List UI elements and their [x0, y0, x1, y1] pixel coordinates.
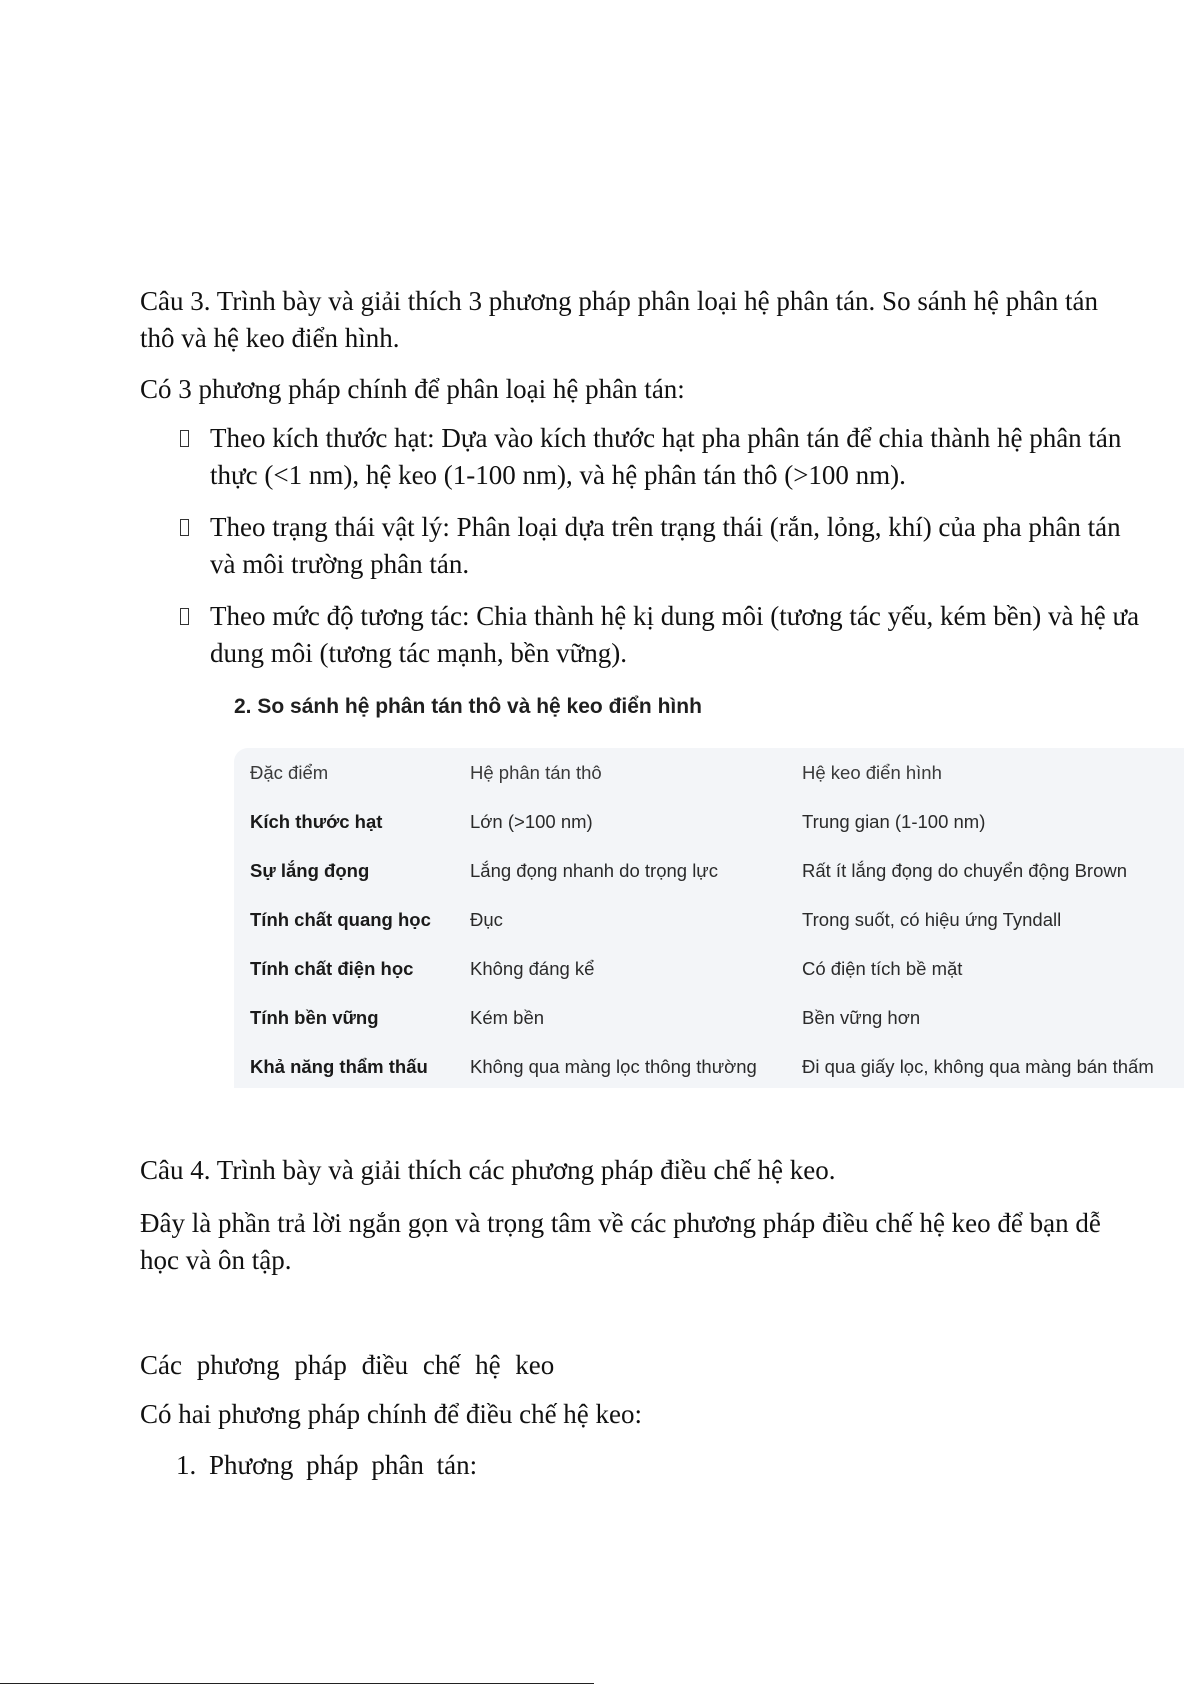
methods-title: Các phương pháp điều chế hệ keo: [140, 1350, 555, 1380]
coarse-cell: Không qua màng lọc thông thường: [470, 1055, 757, 1077]
feature-cell: Tính chất quang học: [250, 908, 431, 930]
comparison-table-container: [234, 748, 1184, 1088]
question-4-intro: Đây là phần trả lời ngắn gọn và trọng tâm về các phương pháp điều chế hệ keo để bạn dễ học và ôn tập.: [140, 1208, 1101, 1275]
feature-cell: Kích thước hạt: [250, 810, 383, 832]
colloid-cell: Trung gian (1-100 nm): [802, 810, 986, 832]
bullet-box-icon: [180, 430, 189, 447]
question-3-title: Câu 3. Trình bày và giải thích 3 phương pháp phân loại hệ phân tán. So sánh hệ phân tán thô và hệ keo điển hình.: [140, 286, 1099, 353]
list-item: [140, 509, 1140, 583]
question-4-title: Câu 4. Trình bày và giải thích các phương pháp điều chế hệ keo.: [140, 1155, 836, 1185]
coarse-cell: Không đáng kể: [470, 957, 595, 979]
coarse-cell: Kém bền: [470, 1006, 545, 1028]
feature-cell: Khả năng thẩm thấu: [250, 1055, 428, 1077]
colloid-cell: Bền vững hơn: [802, 1006, 921, 1028]
bullet-box-icon: [180, 608, 189, 625]
question-3-intro: Có 3 phương pháp chính để phân loại hệ phân tán:: [140, 374, 685, 404]
colloid-cell: Có điện tích bề mặt: [802, 957, 963, 979]
comparison-table: [234, 748, 1184, 1091]
comparison-heading: 2. So sánh hệ phân tán thô và hệ keo điển hình: [234, 695, 702, 718]
list-item: [140, 420, 1140, 494]
colloid-cell: Trong suốt, có hiệu ứng Tyndall: [802, 908, 1062, 930]
table-row: [234, 944, 1184, 993]
table-row: [234, 993, 1184, 1042]
feature-cell: Tính chất điện học: [250, 957, 414, 979]
colloid-cell: Đi qua giấy lọc, không qua màng bán thấm: [802, 1055, 1154, 1077]
coarse-cell: Đục: [470, 908, 503, 930]
table-row: [234, 1042, 1184, 1091]
table-row: [234, 895, 1184, 944]
feature-cell: Sự lắng đọng: [250, 859, 370, 881]
header-cell: Đặc điểm: [250, 761, 329, 783]
classification-list: [140, 420, 1140, 687]
methods-intro: Có hai phương pháp chính để điều chế hệ keo:: [140, 1399, 643, 1429]
coarse-cell: Lắng đọng nhanh do trọng lực: [470, 859, 718, 881]
list-item-text: Theo trạng thái vật lý: Phân loại dựa trên trạng thái (rắn, lỏng, khí) của pha phân tán và môi trường phân tán.: [210, 512, 1121, 579]
footnote-divider: [0, 1683, 594, 1684]
header-cell: Hệ keo điển hình: [802, 761, 942, 783]
table-row: [234, 846, 1184, 895]
table-row: [234, 797, 1184, 846]
list-item: [140, 598, 1140, 672]
list-item: [140, 1447, 477, 1484]
list-item-text: Phương pháp phân tán:: [209, 1450, 478, 1480]
coarse-cell: Lớn (>100 nm): [470, 810, 593, 832]
list-item-text: Theo mức độ tương tác: Chia thành hệ kị dung môi (tương tác yếu, kém bền) và hệ ưa dung môi (tương tác mạnh, bền vững).: [210, 601, 1140, 668]
list-item-text: Theo kích thước hạt: Dựa vào kích thước hạt pha phân tán để chia thành hệ phân tán thực (<1 nm), hệ keo (1-100 nm), và hệ phân tán thô (>100 nm).: [210, 423, 1122, 490]
feature-cell: Tính bền vững: [250, 1006, 379, 1028]
table-header-row: [234, 748, 1184, 797]
methods-list: [140, 1447, 477, 1484]
list-item-number: 1.: [176, 1450, 197, 1480]
colloid-cell: Rất ít lắng đọng do chuyển động Brown: [802, 859, 1128, 881]
header-cell: Hệ phân tán thô: [470, 761, 602, 783]
bullet-box-icon: [180, 519, 189, 536]
